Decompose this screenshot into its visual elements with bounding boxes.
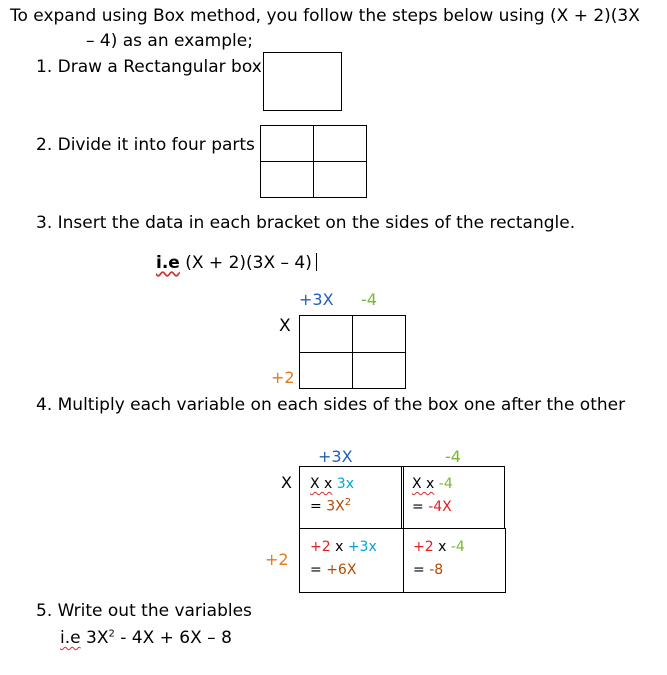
- d4-cell-x-3x: [299, 466, 404, 529]
- answer-term-1: 3X: [86, 628, 109, 648]
- step-1-text: 1. Draw a Rectangular box: [36, 57, 262, 77]
- d4-cell-x-3x-expr: X x 3x: [310, 476, 354, 492]
- divider-horizontal: [261, 161, 366, 162]
- answer-rest: - 4X + 6X – 8: [114, 628, 232, 648]
- d4-cell-x-minus4-expr: X x -4: [412, 476, 453, 492]
- d3-left-label-x: X: [279, 316, 291, 336]
- d3-divider-horizontal: [300, 352, 405, 353]
- d4-left-label-plus2: +2: [265, 550, 289, 569]
- d4-cell-2-minus4: [403, 528, 506, 593]
- ie-label: i.e: [156, 253, 180, 273]
- d3-left-label-plus2: +2: [271, 368, 295, 387]
- divided-box: [260, 125, 367, 198]
- ie-label-2: i.e: [60, 628, 81, 648]
- d4-cell-x-minus4-result: = -4X: [412, 499, 452, 515]
- step-4-text: 4. Multiply each variable on each sides of the box one after the other: [36, 395, 626, 415]
- text-cursor: [316, 253, 317, 271]
- d4-cell-x-minus4: [401, 466, 505, 529]
- d4-left-label-x: X: [281, 473, 292, 492]
- d4-cell-2-minus4-expr: +2 x -4: [413, 539, 465, 555]
- intro-line-2: – 4) as an example;: [86, 31, 253, 51]
- d4-top-label-minus4: -4: [445, 447, 461, 466]
- example-expression: (X + 2)(3X – 4): [185, 253, 312, 273]
- step-5-answer: i.e $3X^2 - 4X + 6X - 8$: [60, 628, 232, 648]
- d4-top-label-3x: +3X: [318, 447, 353, 466]
- d3-top-label-minus4: -4: [361, 290, 377, 309]
- d4-cell-x-3x-result: = $3X^2$: [310, 497, 352, 515]
- step-3-example: [156, 253, 317, 273]
- intro-line-1: To expand using Box method, you follow the steps below using (X + 2)(3X: [10, 6, 640, 26]
- rectangular-box: [263, 52, 342, 111]
- step-5-text: 5. Write out the variables: [36, 601, 252, 621]
- d4-cell-2-3x-expr: +2 x +3x: [310, 539, 377, 555]
- d4-cell-2-3x-result: = +6X: [310, 562, 357, 578]
- step-3-text: 3. Insert the data in each bracket on the sides of the rectangle.: [36, 213, 576, 233]
- d3-top-label-3x: +3X: [299, 290, 334, 309]
- step-2-text: 2. Divide it into four parts: [36, 135, 255, 155]
- d4-cell-2-3x: [299, 528, 404, 593]
- d4-cell-2-minus4-result: = -8: [413, 562, 444, 578]
- d3-grid: [299, 315, 406, 389]
